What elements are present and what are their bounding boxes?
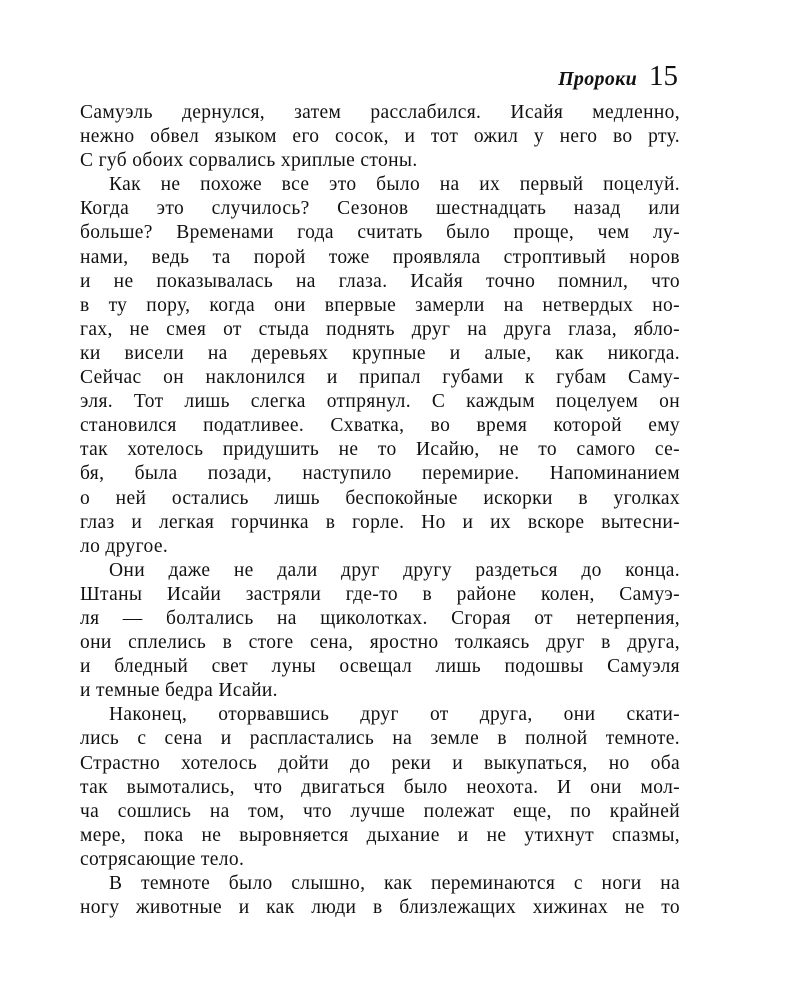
text-line: Они даже не дали друг другу раздеться до конца. (109, 559, 680, 581)
running-title: Пророки (558, 68, 637, 90)
text-line: бя, была позади, наступило перемирие. Напоминанием (80, 463, 680, 485)
text-line: С губ обоих сорвались хриплые стоны. (80, 150, 418, 172)
text-line: В темноте было слышно, как переминаются с ноги на (109, 873, 680, 894)
text-line: глаз и легкая горчинка в горле. Но и их вскоре вытесни- (80, 511, 680, 533)
text-line: Как не похоже все это было на их первый поцелуй. (109, 174, 680, 196)
text-line: ло другое. (80, 535, 169, 557)
text-line: гах, не смея от стыда поднять друг на друга глаза, ябло- (80, 318, 680, 340)
text-line: так вымотались, что двигаться было неохота. И они мол- (80, 776, 680, 798)
text-line: Наконец, оторвавшись друг от друга, они скати- (109, 704, 680, 726)
text-line: мере, пока не выровняется дыхание и не утихнут спазмы, (80, 824, 680, 846)
text-line: о ней остались лишь беспокойные искорки в уголках (80, 487, 680, 509)
text-line: Сейчас он наклонился и припал губами к губам Саму- (80, 367, 680, 389)
text-line: Когда это случилось? Сезонов шестнадцать назад или (80, 198, 680, 220)
text-line: и бледный свет луны освещал лишь подошвы Самуэля (80, 656, 680, 678)
text-line: и не показывалась на глаза. Исайя точно помнил, что (80, 270, 680, 292)
text-line: Штаны Исайи застряли где-то в районе колен, Самуэ- (80, 583, 680, 605)
text-line: нами, ведь та порой тоже проявляла строптивый норов (80, 246, 680, 268)
text-line: в ту пору, когда они впервые замерли на нетвердых но- (80, 294, 680, 316)
text-line: больше? Временами года считать было проще, чем лу- (80, 222, 680, 244)
text-line: они сплелись в стоге сена, яростно толкаясь друг в друга, (80, 632, 680, 654)
text-line: ля — болтались на щиколотках. Сгорая от нетерпения, (80, 607, 680, 629)
text-line: эля. Тот лишь слегка отпрянул. С каждым поцелуем он (80, 391, 680, 413)
page-number: 15 (649, 60, 678, 92)
body-text (80, 101, 680, 920)
text-line: Самуэль дернулся, затем расслабился. Исайя медленно, (80, 102, 680, 123)
text-line: и темные бедра Исайи. (80, 680, 278, 702)
text-line: лись с сена и распластались на земле в полной темноте. (80, 728, 680, 750)
text-line: ча сошлись на том, что лучше полежат еще, по крайней (80, 800, 680, 822)
text-line: ногу животные и как люди в близлежащих хижинах не то (80, 897, 680, 919)
text-line: Страстно хотелось дойти до реки и выкупаться, но оба (80, 752, 680, 774)
text-line: сотрясающие тело. (80, 848, 245, 870)
running-head (558, 62, 678, 91)
text-line: нежно обвел языком его сосок, и тот ожил у него во рту. (80, 126, 680, 148)
text-line: ки висели на деревьях крупные и алые, как никогда. (80, 342, 680, 364)
text-line: так хотелось придушить не то Исайю, не то самого се- (80, 439, 680, 461)
text-line: становился податливее. Схватка, во время которой ему (80, 415, 680, 437)
